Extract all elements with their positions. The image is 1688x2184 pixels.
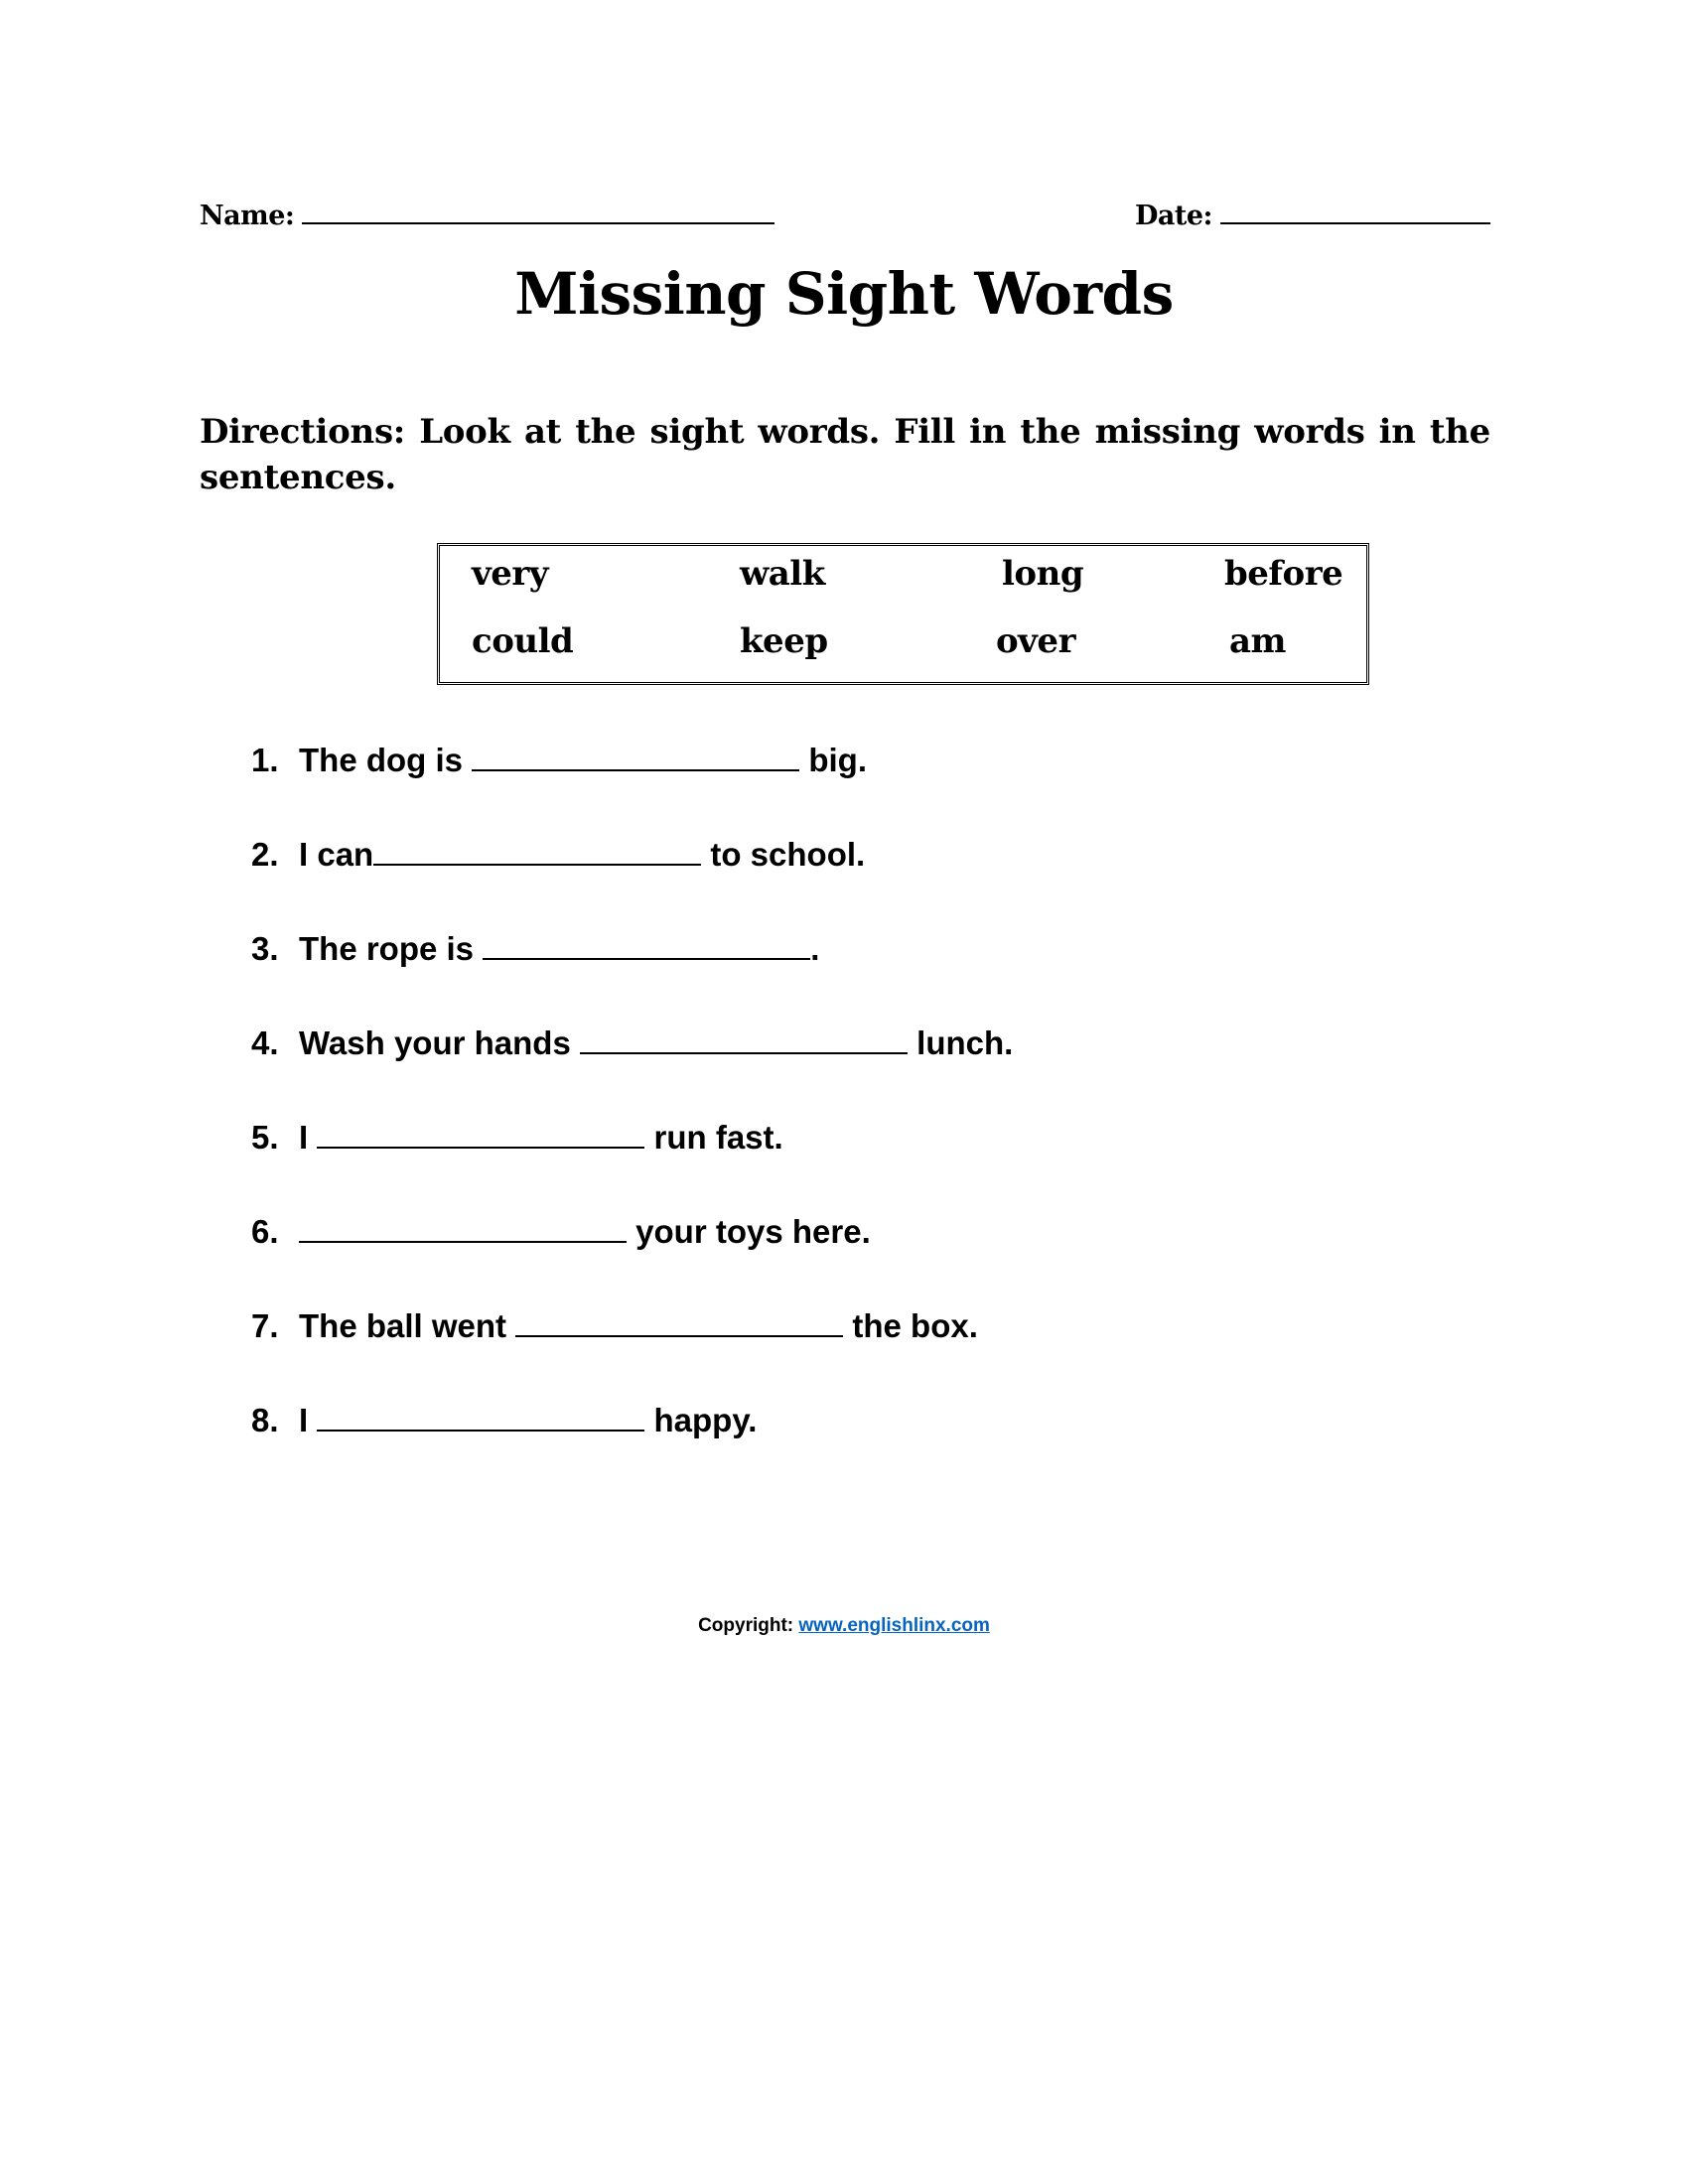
- question-text-before: I: [299, 1402, 318, 1438]
- question-number: 4.: [251, 1024, 279, 1061]
- question-text-before: Wash your hands: [299, 1024, 580, 1061]
- question-text-before: The ball went: [299, 1307, 516, 1344]
- question-text-after: happy.: [644, 1402, 758, 1438]
- date-field[interactable]: [1135, 201, 1490, 231]
- website-link[interactable]: www.englishlinx.com: [798, 1615, 990, 1636]
- answer-blank[interactable]: [317, 1429, 644, 1432]
- question-number: 7.: [251, 1307, 279, 1344]
- question-number: 3.: [251, 930, 279, 967]
- word-bank-box: [437, 543, 1369, 685]
- answer-blank[interactable]: [483, 957, 810, 960]
- directions-text: Directions: Look at the sight words. Fill in the missing words in the sentences.: [200, 412, 1490, 497]
- word-bank-word: walk: [740, 554, 825, 594]
- page-title: Missing Sight Words: [514, 260, 1174, 328]
- question-item: [251, 1207, 871, 1257]
- word-bank-word: long: [1002, 554, 1084, 594]
- question-text-before: I: [299, 1119, 318, 1156]
- question-text-after: .: [810, 930, 820, 967]
- question-item: [251, 924, 819, 974]
- question-number: 1.: [251, 742, 279, 778]
- question-text-after: the box.: [843, 1307, 978, 1344]
- question-text-after: your toys here.: [627, 1213, 871, 1250]
- question-item: [251, 1301, 978, 1351]
- answer-blank[interactable]: [580, 1051, 908, 1054]
- name-field[interactable]: [200, 201, 774, 231]
- question-item: [251, 1019, 1013, 1068]
- question-text-before: The rope is: [299, 930, 484, 967]
- question-text-before: I can: [299, 836, 374, 873]
- copyright-footer: [0, 1615, 1688, 1637]
- answer-blank[interactable]: [515, 1334, 843, 1337]
- word-bank-word: am: [1229, 621, 1287, 661]
- question-number: 5.: [251, 1119, 279, 1156]
- question-item: [251, 1396, 757, 1445]
- question-number: 6.: [251, 1213, 279, 1250]
- question-number: 8.: [251, 1402, 279, 1438]
- question-item: [251, 1113, 783, 1162]
- name-blank-line[interactable]: [302, 221, 774, 224]
- word-bank-word: could: [472, 621, 574, 661]
- question-text-after: to school.: [701, 836, 866, 873]
- date-label: Date:: [1135, 201, 1213, 231]
- word-bank-word: before: [1224, 554, 1343, 594]
- word-bank-word: over: [996, 621, 1075, 661]
- question-text-after: big.: [799, 742, 867, 778]
- answer-blank[interactable]: [299, 1240, 627, 1243]
- date-blank-line[interactable]: [1220, 221, 1490, 224]
- answer-blank[interactable]: [472, 768, 799, 771]
- question-text-after: run fast.: [644, 1119, 783, 1156]
- question-number: 2.: [251, 836, 279, 873]
- word-bank-word: keep: [740, 621, 828, 661]
- word-bank-word: very: [472, 554, 549, 594]
- name-label: Name:: [200, 201, 295, 231]
- copyright-label: Copyright:: [698, 1615, 794, 1636]
- question-item: [251, 830, 865, 880]
- question-item: [251, 736, 867, 785]
- answer-blank[interactable]: [373, 863, 701, 866]
- question-text-after: lunch.: [907, 1024, 1014, 1061]
- question-text-before: The dog is: [299, 742, 473, 778]
- answer-blank[interactable]: [317, 1146, 644, 1149]
